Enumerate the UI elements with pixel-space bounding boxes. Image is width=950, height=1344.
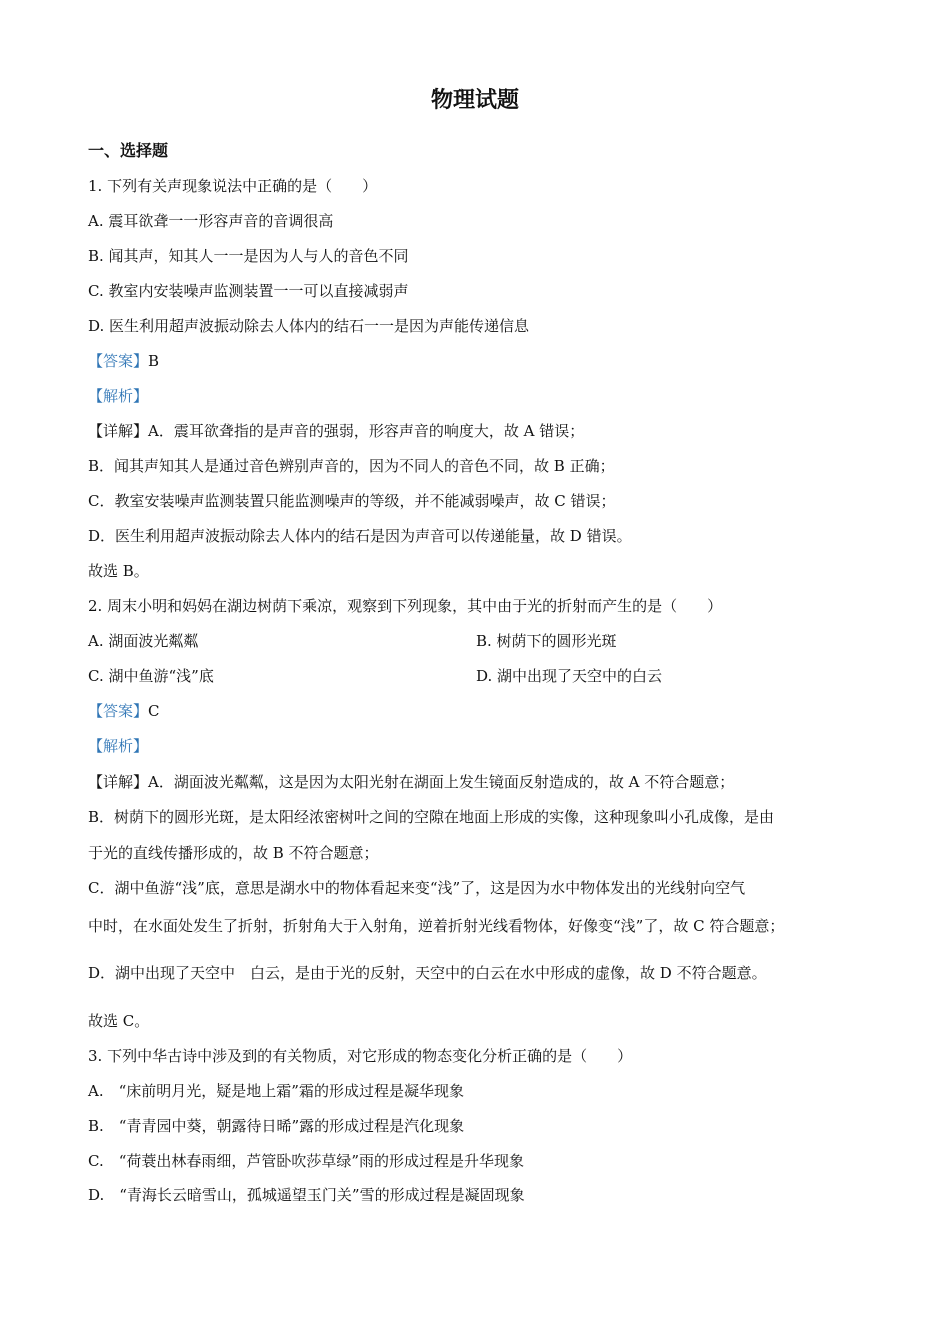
q1-detail-a-text: A．震耳欲聋指的是声音的强弱，形容声音的响度大，故 A 错误； <box>148 422 585 440</box>
q1-detail-c: C．教室安装噪声监测装置只能监测噪声的等级，并不能减弱噪声，故 C 错误； <box>88 492 616 510</box>
q2-answer <box>88 700 160 722</box>
q2-detail-c-2: 中时，在水面处发生了折射，折射角大于入射角，逆着折射光线看物体，好像变“浅”了，故 C 符合题意； <box>88 917 785 935</box>
q2-detail-a-text: A．湖面波光粼粼，这是因为太阳光射在湖面上发生镜面反射造成的，故 A 不符合题意； <box>148 773 735 791</box>
q1-answer-value: B <box>148 352 160 370</box>
q3-option-d: D. “青海长云暗雪山，孤城遥望玉门关”雪的形成过程是凝固现象 <box>88 1186 525 1204</box>
q1-detail-b: B．闻其声知其人是通过音色辨别声音的，因为不同人的音色不同，故 B 正确； <box>88 457 615 475</box>
q1-detail-a <box>88 420 584 442</box>
q1-option-a: A. 震耳欲聋一一形容声音的音调很高 <box>88 212 334 230</box>
q1-option-c: C. 教室内安装噪声监测装置一一可以直接减弱声 <box>88 282 409 300</box>
answer-tag: 【答案】 <box>88 352 149 370</box>
q2-stem: 2. 周末小明和妈妈在湖边树荫下乘凉，观察到下列现象，其中由于光的折射而产生的是（ ） <box>88 597 723 615</box>
q2-detail-b-1: B．树荫下的圆形光斑，是太阳经浓密树叶之间的空隙在地面上形成的实像，这种现象叫小孔成像，是由 <box>88 808 775 826</box>
q1-analysis-tag: 【解析】 <box>88 387 149 405</box>
q3-option-b: B. “青青园中葵，朝露待日晞”露的形成过程是汽化现象 <box>88 1117 465 1135</box>
q2-option-b: B. 树荫下的圆形光斑 <box>476 632 617 650</box>
q3-option-c: C. “荷蓑出林春雨细，芦管卧吹莎草绿”雨的形成过程是升华现象 <box>88 1152 525 1170</box>
q2-conclusion: 故选 C。 <box>88 1012 150 1030</box>
q1-option-b: B. 闻其声，知其人一一是因为人与人的音色不同 <box>88 247 409 265</box>
q3-stem: 3. 下列中华古诗中涉及到的有关物质，对它形成的物态变化分析正确的是（ ） <box>88 1047 633 1065</box>
q1-detail-d: D．医生利用超声波振动除去人体内的结石是因为声音可以传递能量，故 D 错误。 <box>88 527 632 545</box>
q2-analysis-tag: 【解析】 <box>88 737 149 755</box>
q2-detail-c-1: C．湖中鱼游“浅”底，意思是湖水中的物体看起来变“浅”了，这是因为水中物体发出的光线射向空气 <box>88 879 746 897</box>
page-title: 物理试题 <box>430 87 519 113</box>
q1-option-d: D. 医生利用超声波振动除去人体内的结石一一是因为声能传递信息 <box>88 317 530 335</box>
detail-tag: 【详解】 <box>88 422 149 440</box>
q1-answer <box>88 350 159 372</box>
q2-option-c: C. 湖中鱼游“浅”底 <box>88 667 214 685</box>
detail-tag: 【详解】 <box>88 773 149 791</box>
q2-detail-b-2: 于光的直线传播形成的，故 B 不符合题意； <box>88 844 379 862</box>
answer-tag: 【答案】 <box>88 702 149 720</box>
q2-option-a: A. 湖面波光粼粼 <box>88 632 199 650</box>
q1-conclusion: 故选 B。 <box>88 562 149 580</box>
q2-answer-value: C <box>148 702 160 720</box>
section-heading: 一、选择题 <box>88 141 169 160</box>
q3-option-a: A. “床前明月光，疑是地上霜”霜的形成过程是凝华现象 <box>88 1082 464 1100</box>
q2-option-d: D. 湖中出现了天空中的白云 <box>476 667 663 685</box>
q2-detail-a <box>88 771 734 793</box>
q2-detail-d: D．湖中出现了天空中 白云，是由于光的反射，天空中的白云在水中形成的虚像，故 D 不符合题意。 <box>88 964 767 982</box>
q1-stem: 1. 下列有关声现象说法中正确的是（ ） <box>88 177 378 195</box>
